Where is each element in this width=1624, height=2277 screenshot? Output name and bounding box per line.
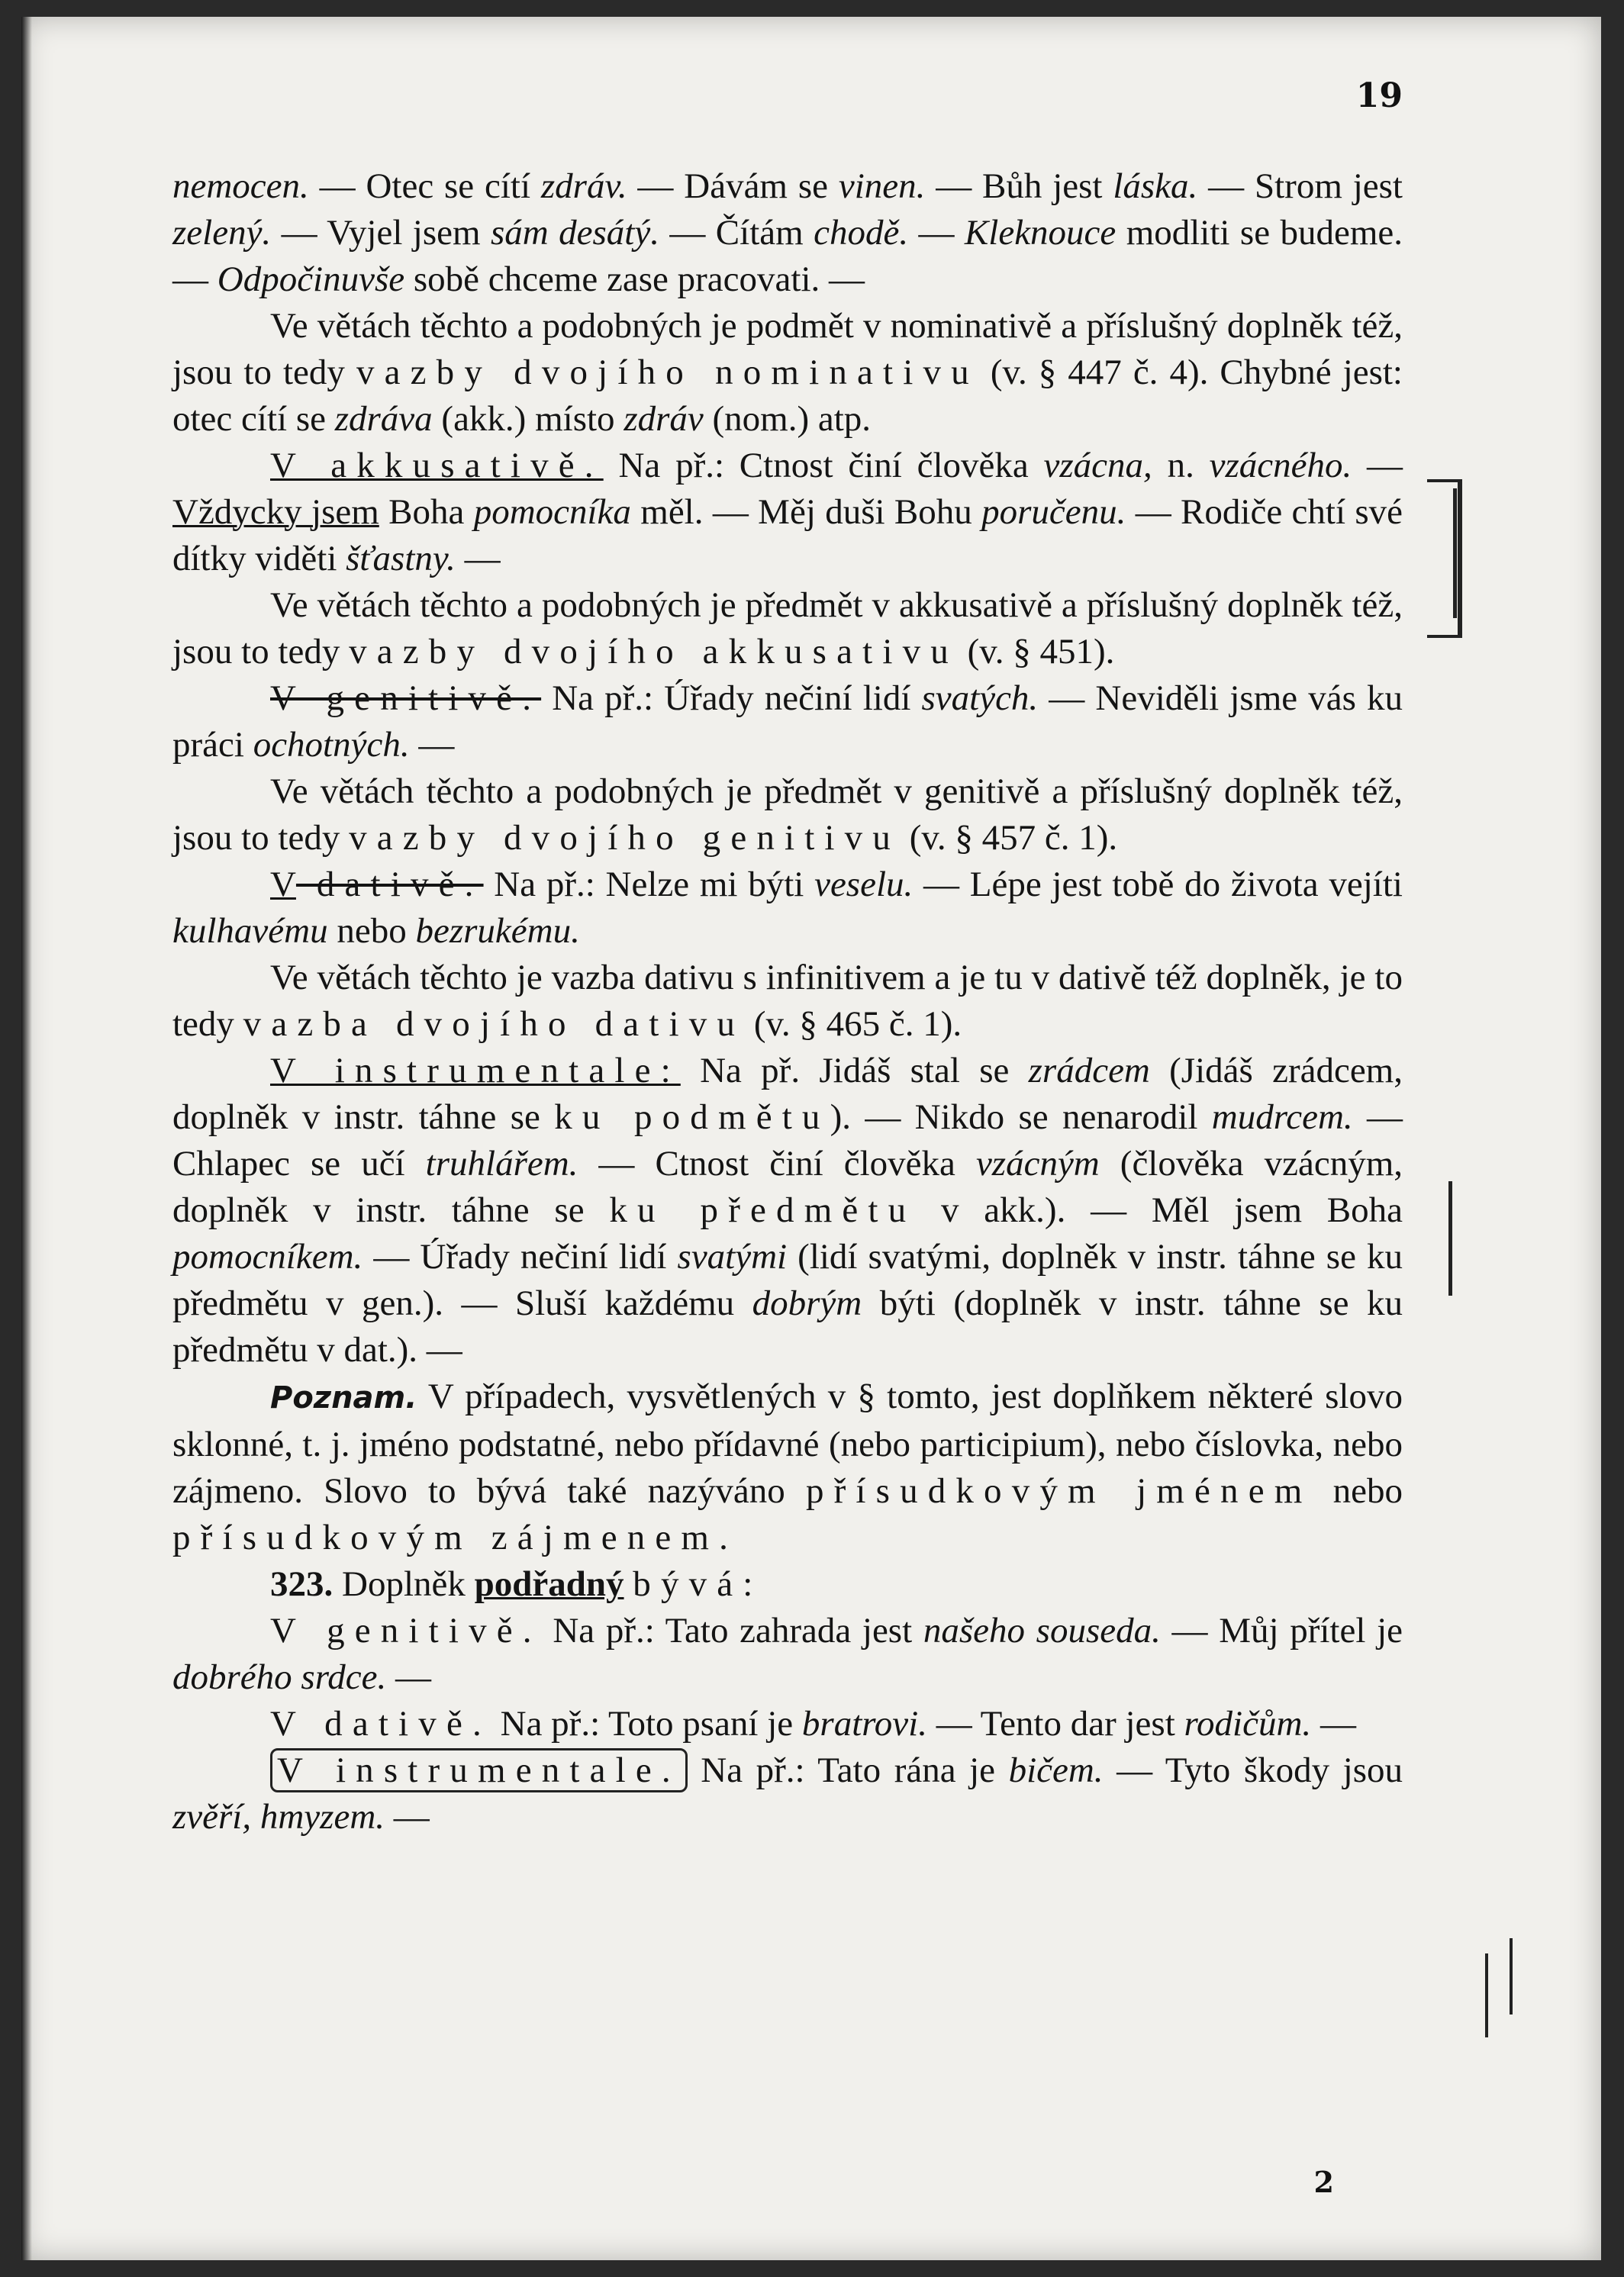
text-run: (v. § 451).: [958, 632, 1115, 672]
text-run: Boha: [379, 492, 474, 532]
example-word: ochotných.: [253, 725, 410, 765]
page-body: [172, 163, 1403, 1841]
example-word: zdráva: [334, 399, 433, 439]
example-word: poručenu.: [981, 492, 1126, 532]
margin-bracket-mark: [1427, 479, 1462, 638]
text-run: — Můj přítel je: [1160, 1611, 1403, 1651]
text-run: —: [1352, 446, 1403, 485]
text-run: — Tyto škody jsou: [1103, 1750, 1403, 1790]
example-word: zelený.: [172, 213, 272, 253]
text-run: (v. § 447 č. 4). Chybné jest: otec cítí se: [172, 353, 1403, 439]
example-word: bezrukému.: [415, 911, 580, 951]
text-run: ). — Nikdo se nenarodil: [830, 1097, 1212, 1137]
page-shadow-edge: [21, 17, 32, 2260]
section-heading: dativě.: [295, 865, 484, 904]
margin-pencil-line: [1510, 1938, 1513, 2015]
underlined-term: podřadný: [474, 1564, 624, 1604]
text-run: modliti se budeme. —: [172, 213, 1403, 299]
text-run: —: [386, 1657, 431, 1697]
example-word: pomocníka: [473, 492, 631, 532]
example-word: sám desátý.: [490, 213, 659, 253]
text-run: sobě chceme zase pracovati. —: [404, 259, 865, 299]
text-run: Ve větách těchto a podobných je předmět v genitivě a příslušný doplněk též, jsou to tedy: [172, 771, 1403, 858]
text-run: n.: [1152, 446, 1210, 485]
text-run: — Úřady nečiní lidí: [362, 1237, 678, 1277]
text-run: měl. — Měj duši Bohu: [630, 492, 982, 532]
accusative-explanation: [172, 582, 1403, 675]
example-word: zdráv: [624, 399, 704, 439]
example-word: dobrého srdce.: [172, 1657, 387, 1697]
text-run: Na př.: Nelze mi býti: [483, 865, 815, 904]
text-run: (lidí svatými, doplněk v instr. táhne se ku předmětu v gen.). — Sluší každému: [172, 1237, 1403, 1323]
example-word: pomocníkem.: [172, 1237, 363, 1277]
text-run: (v. § 457 č. 1).: [900, 818, 1118, 858]
section-heading: V akkusativě.: [270, 446, 604, 485]
example-word: rodičům.: [1184, 1704, 1312, 1744]
text-run: býti (doplněk v instr. táhne se ku předmětu v dat.). —: [172, 1283, 1403, 1370]
margin-pencil-line: [1485, 1953, 1488, 2037]
example-word: šťastny.: [346, 539, 456, 578]
underlined-phrase: Vždycky jsem: [172, 492, 379, 532]
page-number: 19: [1355, 76, 1403, 115]
example-word: truhlářem.: [425, 1144, 578, 1184]
spaced-term: přísudkovým zájmenem.: [172, 1518, 739, 1557]
text-run: V případech, vysvětlených v § tomto, jest doplňkem některé slovo sklonné, t. j. jméno podstatné, nebo přídavné (nebo participium), nebo číslovka, nebo zájmeno. Slovo to bývá také nazýváno: [172, 1377, 1403, 1511]
text-run: (akk.) místo: [432, 399, 624, 439]
text-run: —: [409, 725, 455, 765]
subordinate-dative: [172, 1701, 1403, 1747]
text-run: nebo: [327, 911, 416, 951]
example-word: zrádcem: [1028, 1051, 1150, 1090]
text-run: Ve větách těchto a podobných je předmět v akkusativě a příslušný doplněk též, jsou to tedy: [172, 585, 1403, 672]
text-run: — Tento dar jest: [926, 1704, 1184, 1744]
spaced-term: ku předmětu: [609, 1190, 917, 1230]
example-word: vinen.: [838, 166, 926, 206]
example-word: zdráv.: [540, 166, 627, 206]
text-run: —: [1311, 1704, 1356, 1744]
text-run: — Strom jest: [1197, 166, 1403, 206]
note-paragraph: [172, 1374, 1403, 1561]
subordinate-instrumental: [172, 1747, 1403, 1841]
text-run: Na př.: Tato zahrada jest: [541, 1611, 923, 1651]
section-323-heading: [172, 1561, 1403, 1608]
text-run: Na př.: Tato rána je: [687, 1750, 1009, 1790]
text-run: — Dávám se: [627, 166, 839, 206]
text-run: Na př.: Toto psaní je: [491, 1704, 802, 1744]
text-run: (v. § 465 č. 1).: [745, 1004, 962, 1044]
dative-explanation: [172, 955, 1403, 1048]
spaced-term: bývá:: [633, 1564, 763, 1604]
text-run: — Neviděli jsme vás ku práci: [172, 678, 1403, 765]
subordinate-genitive: [172, 1608, 1403, 1701]
spaced-term: ku podmětu: [554, 1097, 830, 1137]
text-run: nebo: [1312, 1471, 1403, 1511]
example-word: svatých.: [921, 678, 1039, 718]
text-run: —: [455, 539, 501, 578]
text-run: Na př.: Úřady nečiní lidí: [541, 678, 922, 718]
section-heading: V genitivě.: [270, 1611, 542, 1651]
example-word: vzácného.: [1209, 446, 1352, 485]
text-run: Ve větách těchto a podobných je podmět v nominativě a příslušný doplněk též, jsou to tedy: [172, 306, 1403, 392]
genitive-explanation: [172, 768, 1403, 862]
text-run: — Ctnost činí člověka: [578, 1144, 976, 1184]
example-word: vzácným: [975, 1144, 1100, 1184]
genitive-examples: [172, 675, 1403, 768]
example-word: bratrovi.: [801, 1704, 927, 1744]
section-number: 323.: [270, 1564, 334, 1604]
text-run: (Jidáš zrádcem, doplněk v instr. táhne se: [172, 1051, 1403, 1137]
example-word: zvěří, hmyzem.: [172, 1797, 385, 1837]
spaced-term: přísudkovým jménem: [805, 1471, 1313, 1511]
text-run: —: [385, 1797, 430, 1837]
example-word: láska.: [1113, 166, 1198, 206]
spaced-term: vazba dvojího dativu: [243, 1004, 746, 1044]
margin-pencil-line: [1448, 1181, 1452, 1296]
text-run: (člověka vzácným, doplněk v instr. táhne se: [172, 1144, 1403, 1230]
example-word: dobrým: [752, 1283, 862, 1323]
spaced-term: vazby dvojího nominativu: [356, 353, 979, 392]
example-word: bičem.: [1008, 1750, 1104, 1790]
example-word: chodě.: [814, 213, 909, 253]
section-heading: V dativě.: [270, 1704, 491, 1744]
text-run: — Chlapec se učí: [172, 1097, 1403, 1184]
text-run: — Bůh jest: [925, 166, 1113, 206]
margin-pencil-line: [1453, 488, 1457, 618]
spaced-term: vazby dvojího akkusativu: [349, 632, 959, 672]
accusative-examples: [172, 443, 1403, 582]
text-run: — Vyjel jsem: [271, 213, 491, 253]
section-heading: V genitivě.: [270, 678, 542, 718]
nominative-explanation: [172, 303, 1403, 443]
example-word: kulhavému: [172, 911, 328, 951]
example-word: veselu.: [814, 865, 914, 904]
section-heading: V instrumentale:: [270, 1051, 681, 1090]
section-heading-letter: V: [270, 865, 296, 904]
text-run: — Otec se cítí: [308, 166, 541, 206]
text-run: (nom.) atp.: [703, 399, 872, 439]
example-word: Kleknouce: [964, 213, 1116, 253]
example-word: mudrcem.: [1211, 1097, 1353, 1137]
text-run: —: [908, 213, 965, 253]
example-word: našeho souseda.: [923, 1611, 1161, 1651]
example-word: Odpočinuvše: [217, 259, 405, 299]
text-run: Na př.: Ctnost činí člověka: [603, 446, 1044, 485]
dative-examples: [172, 862, 1403, 955]
text-run: — Rodiče chtí své dítky viděti: [172, 492, 1403, 578]
spaced-term: vazby dvojího genitivu: [349, 818, 901, 858]
text-run: — Čítám: [659, 213, 814, 253]
section-heading-circled: V instrumentale.: [270, 1748, 688, 1792]
gathering-mark: 2: [1313, 2165, 1334, 2199]
text-run: Doplněk: [333, 1564, 475, 1604]
example-word: nemocen.: [172, 166, 309, 206]
opening-examples: [172, 163, 1403, 303]
note-label: Poznam.: [270, 1380, 417, 1415]
text-run: Ve větách těchto je vazba dativu s infinitivem a je tu v dativě též doplněk, je to tedy: [172, 958, 1403, 1044]
example-word: vzácna,: [1043, 446, 1152, 485]
text-run: [624, 1564, 633, 1604]
text-run: Na př. Jidáš stal se: [680, 1051, 1029, 1090]
text-run: — Lépe jest tobě do života vejíti: [913, 865, 1403, 904]
text-run: v akk.). — Měl jsem Boha: [916, 1190, 1403, 1230]
example-word: svatými: [677, 1237, 788, 1277]
instrumental-examples: [172, 1048, 1403, 1374]
